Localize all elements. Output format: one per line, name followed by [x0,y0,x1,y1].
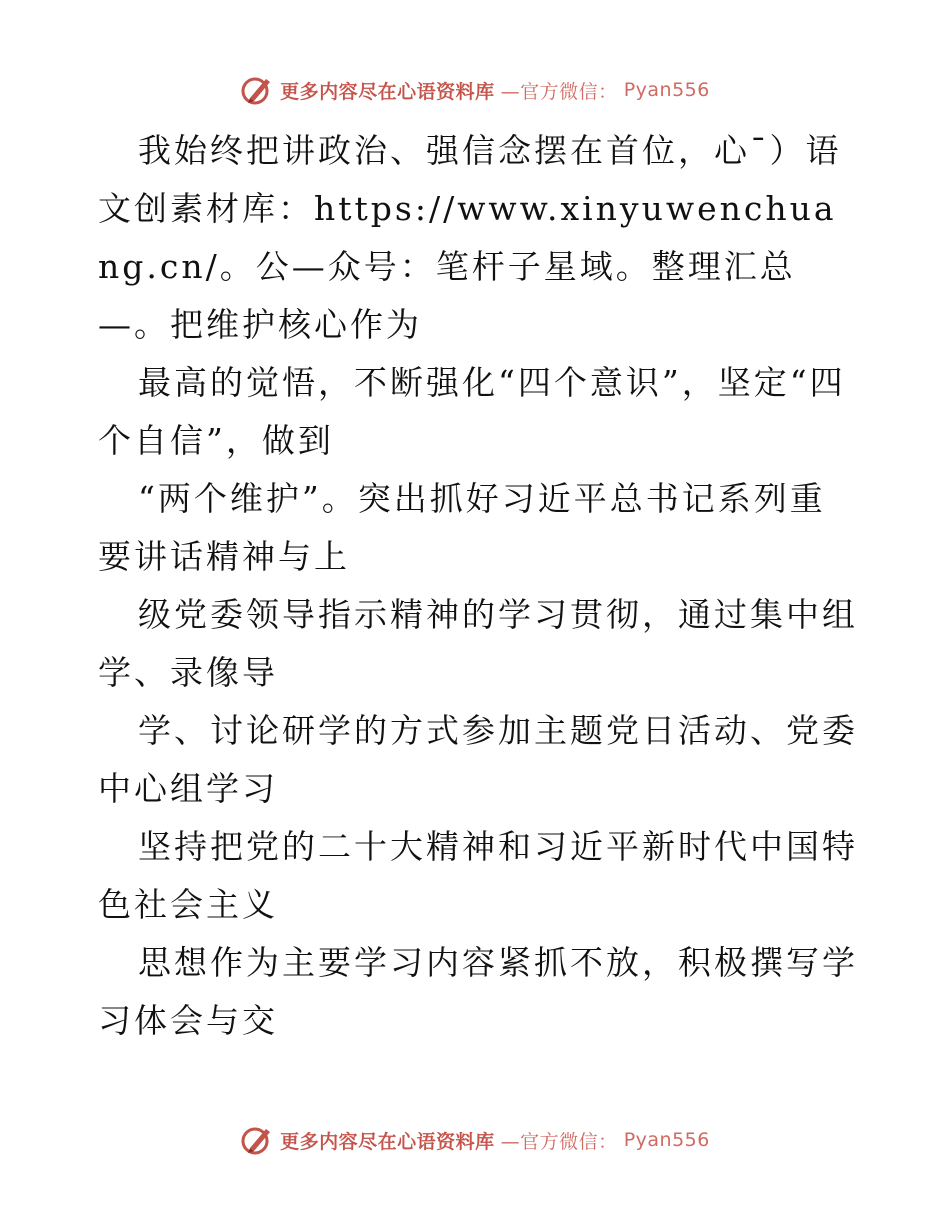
footer-watermark [0,1120,950,1160]
body-paragraph-1: 我始终把讲政治、强信念摆在首位，心¯）语文创素材库：https://www.xinyuwenchuang.cn/。公—众号：笔杆子星域。整理汇总—。把维护核心作为 [98,131,842,344]
watermark-lead-text: 更多内容尽在心语资料库 [280,1130,495,1153]
body-paragraph-5: 学、讨论研学的方式参加主题党日活动、党委中心组学习 [98,711,858,808]
watermark-wechat-id: Pyan556 [623,79,710,101]
document-body [98,122,858,1050]
pen-circle-icon [240,73,274,107]
watermark-wechat-label: —官方微信： [500,1130,618,1153]
watermark-wechat-id: Pyan556 [623,1129,710,1151]
watermark-wechat-label: —官方微信： [500,80,618,103]
header-watermark [0,70,950,110]
body-paragraph-4: 级党委领导指示精神的学习贯彻，通过集中组学、录像导 [98,595,858,692]
body-paragraph-3: “两个维护”。突出抓好习近平总书记系列重要讲话精神与上 [98,479,826,576]
pen-circle-icon [240,1123,274,1157]
body-paragraph-7: 思想作为主要学习内容紧抓不放，积极撰写学习体会与交 [98,943,858,1040]
body-paragraph-6: 坚持把党的二十大精神和习近平新时代中国特色社会主义 [98,827,858,924]
watermark-lead-text: 更多内容尽在心语资料库 [280,80,495,103]
body-paragraph-2: 最高的觉悟，不断强化“四个意识”，坚定“四个自信”，做到 [98,363,846,460]
